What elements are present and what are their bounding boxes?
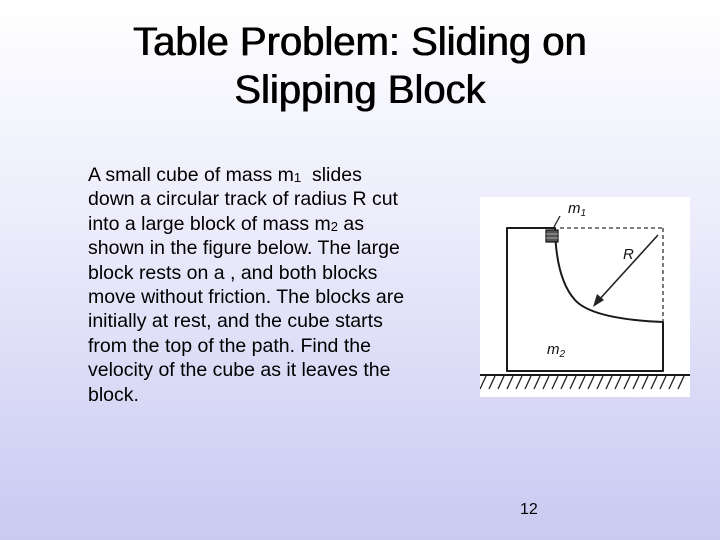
label-m1: $m_1$	[568, 200, 587, 219]
text-line-3-start: into a large block of mass m	[88, 212, 331, 235]
text-line-10: block.	[88, 383, 139, 406]
text-line-2: down a circular track of radius R cut	[88, 188, 398, 211]
text-line-3-end: as	[338, 212, 365, 235]
text-line-3	[88, 212, 483, 236]
subscript-1: 1	[293, 170, 302, 185]
problem-text	[88, 163, 483, 407]
text-line-4: shown in the figure below. The large	[88, 237, 400, 260]
text-line-9: velocity of the cube as it leaves the	[88, 359, 391, 382]
text-line-1-end: slides	[301, 164, 362, 186]
page-number: 12	[520, 501, 538, 518]
small-cube	[546, 230, 558, 242]
text-line-5: block rests on a , and both blocks	[88, 261, 378, 284]
text-line-7: initially at rest, and the cube starts	[88, 310, 383, 333]
text-line-1-start: A small cube of mass m	[88, 164, 294, 186]
text-line-6: move without friction. The blocks are	[88, 286, 405, 309]
title-line-1: Table Problem: Sliding on	[133, 20, 587, 64]
label-m2: $m_2$	[547, 341, 566, 360]
block-diagram-figure	[480, 197, 690, 397]
text-line-1	[88, 163, 483, 187]
label-radius: R	[623, 246, 634, 263]
block-diagram-svg	[480, 197, 690, 397]
slide-title	[40, 18, 680, 114]
title-line-2: Slipping Block	[234, 68, 486, 112]
subscript-2: 2	[330, 218, 339, 234]
text-line-8: from the top of the path. Find the	[88, 334, 371, 357]
